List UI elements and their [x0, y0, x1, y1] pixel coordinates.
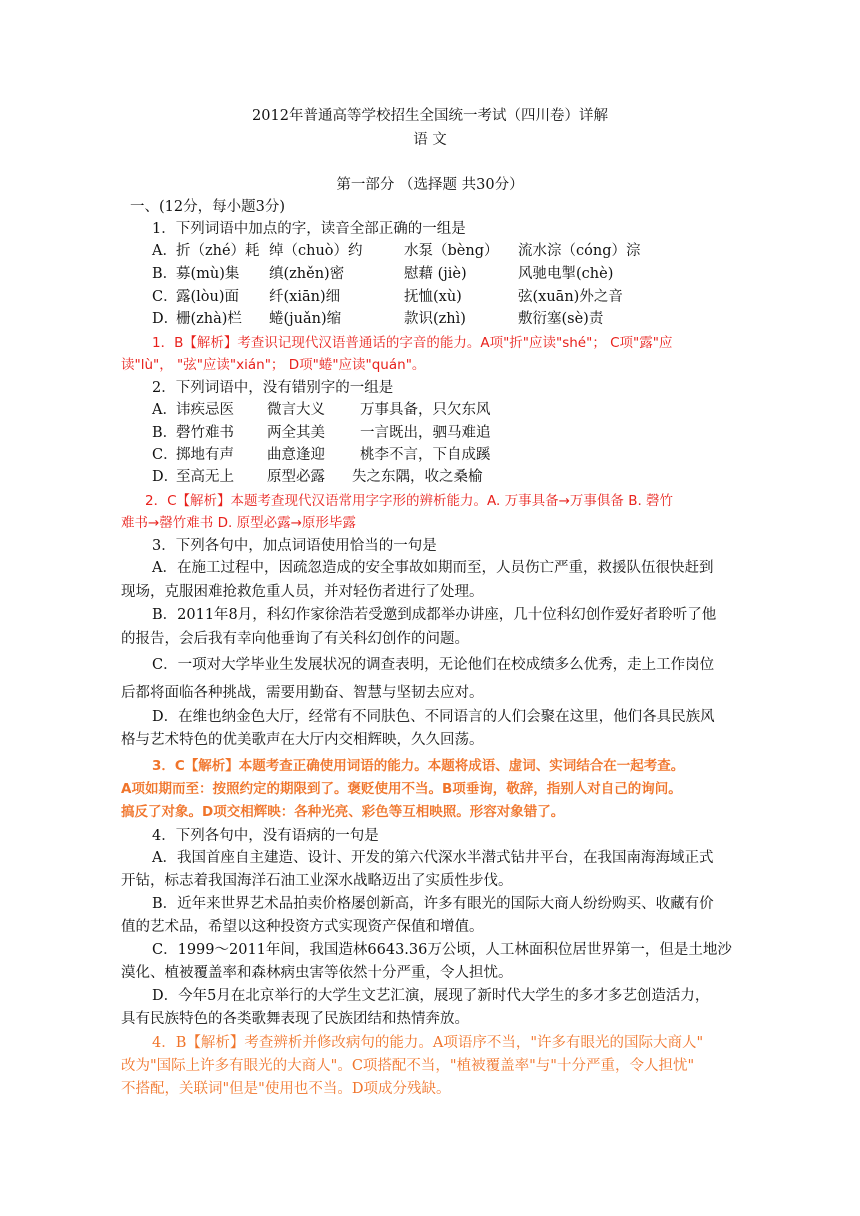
document-page: 2012年普通高等学校招生全国统一考试（四川卷）详解 语 文 第一部分 （选择题 共30分） 一、(12分，每小题3分) 1．下列词语中加点的字，读音全部正确的一组是 A． 折（zhé）耗 绰（chuò）约 水泵（bèng） 流水淙（cóng）淙 B． 募(mù)集 缜(zhěn)密 慰藉 (jiè) 风驰电掣(chè) C． 露(lòu)面 纤(xiān)细 抚恤(xù) 弦(xuān)外之音 D． 栅(zhà)栏 蜷(juǎn)缩 款识(zhì) 敷衍塞(sè)责 1．B【解析】考查识记现代汉语普通话的字音的能力。A项"折"应读"shé"； C项"露"应 读"lù"， "弦"应读"xián"； D项"蜷"应读"quán"。 2．下列词语中，没有错别字的一组是 A． 讳疾忌医 微言大义 万事具备，只欠东风 B． 磬竹难书 两全其美 一言既出，驷马难追 C． 掷地有声 曲意逢迎 桃李不言，下自成蹊 D． 至高无上 原型必露 失之东隅，收之桑榆 2．C【解析】本题考查现代汉语常用字字形的辨析能力。A. 万事具备→万事俱备 B. 磬竹 难书→罄竹难书 D. 原型必露→原形毕露 3．下列各句中，加点词语使用恰当的一句是 A．在施工过程中，因疏忽造成的安全事故如期而至，人员伤亡严重，救援队伍很快赶到 现场，克服困难抢救危重人员，并对轻伤者进行了处理。 B．2011年8月，科幻作家徐浩若受邀到成都举办讲座，几十位科幻创作爱好者聆听了他 的报告，会后我有幸向他垂询了有关科幻创作的问题。 C．一项对大学毕业生发展状况的调查表明，无论他们在校成绩多么优秀，走上工作岗位 后都将面临各种挑战，需要用勤奋、智慧与坚韧去应对。 D．在维也纳金色大厅，经常有不同肤色、不同语言的人们会聚在这里，他们各具民族风 格与艺术特色的优美歌声在大厅内交相辉映，久久回荡。 3．C【解析】本题考查正确使用词语的能力。本题将成语、虚词、实词结合在一起考查。 A项如期而至：按照约定的期限到了。褒贬使用不当。B项垂询，敬辞，指别人对自己的询问。 搞反了对象。D项交相辉映：各种光亮、彩色等互相映照。形容对象错了。 4．下列各句中，没有语病的一句是 A．我国首座自主建造、设计、开发的第六代深水半潜式钻井平台，在我国南海海域正式 开钻，标志着我国海洋石油工业深水战略迈出了实质性步伐。 B．近年来世界艺术品拍卖价格屡创新高，许多有眼光的国际大商人纷纷购买、收藏有价 值的艺术品，希望以这种投资方式实现资产保值和增值。 C．1999～2011年间，我国造林6643.36万公顷，人工林面积位居世界第一，但是土地沙 漠化、植被覆盖率和森林病虫害等依然十分严重，令人担忧。 D．今年5月在北京举行的大学生文艺汇演，展现了新时代大学生的多才多艺创造活力， 具有民族特色的各类歌舞表现了民族团结和热情奔放。 4．B【解析】考查辨析并修改病句的能力。A项语序不当，"许多有眼光的国际大商人" 改为"国际上许多有眼光的大商人"。C项搭配不当，"植被覆盖率"与"十分严重，令人担忧" 不搭配，关联词"但是"使用也不当。D项成分残缺。 [0, 0, 860, 1216]
q4-option-b-line1: B．近年来世界艺术品拍卖价格屡创新高，许多有眼光的国际大商人纷纷购买、收藏有价 [152, 896, 714, 912]
q2-analysis-line1: 2．C【解析】本题考查现代汉语常用字字形的辨析能力。A. 万事具备→万事俱备 B. 磬竹 [145, 493, 674, 509]
q3-option-d-line1: D．在维也纳金色大厅，经常有不同肤色、不同语言的人们会聚在这里，他们各具民族风 [152, 709, 715, 725]
q4-option-b-line2: 值的艺术品，希望以这种投资方式实现资产保值和增值。 [121, 919, 484, 935]
q3-stem: 3．下列各句中，加点词语使用恰当的一句是 [152, 538, 437, 554]
q4-option-c-line1: C．1999～2011年间，我国造林6643.36万公顷，人工林面积位居世界第一，但是土地沙 [152, 942, 732, 958]
q4-option-d-line2: 具有民族特色的各类歌舞表现了民族团结和热情奔放。 [121, 1011, 469, 1027]
q3-option-b-line2: 的报告，会后我有幸向他垂询了有关科幻创作的问题。 [121, 631, 469, 647]
q3-analysis-line2: A项如期而至：按照约定的期限到了。褒贬使用不当。B项垂询，敬辞，指别人对自己的询问。 [121, 781, 682, 797]
q4-analysis-line3: 不搭配，关联词"但是"使用也不当。D项成分残缺。 [121, 1081, 451, 1097]
subject-heading: 语 文 [413, 132, 447, 148]
q4-analysis-line1: 4．B【解析】考查辨析并修改病句的能力。A项语序不当，"许多有眼光的国际大商人" [152, 1035, 704, 1051]
section1-heading: 一、(12分，每小题3分) [130, 199, 285, 215]
q2-stem: 2．下列词语中，没有错别字的一组是 [152, 380, 394, 396]
q4-option-d-line1: D．今年5月在北京举行的大学生文艺汇演，展现了新时代大学生的多才多艺创造活力， [152, 988, 710, 1004]
q4-option-a-line1: A．我国首座自主建造、设计、开发的第六代深水半潜式钻井平台，在我国南海海域正式 [152, 850, 714, 866]
q4-option-c-line2: 漠化、植被覆盖率和森林病虫害等依然十分严重，令人担忧。 [121, 965, 513, 981]
q1-stem: 1．下列词语中加点的字，读音全部正确的一组是 [152, 221, 466, 237]
q2-analysis-line2: 难书→罄竹难书 D. 原型必露→原形毕露 [121, 515, 356, 531]
q3-option-d-line2: 格与艺术特色的优美歌声在大厅内交相辉映，久久回荡。 [121, 732, 484, 748]
q3-analysis-line1: 3．C【解析】本题考查正确使用词语的能力。本题将成语、虚词、实词结合在一起考查。 [152, 758, 685, 774]
q3-option-a-line2: 现场，克服困难抢救危重人员，并对轻伤者进行了处理。 [121, 584, 484, 600]
q3-analysis-line3: 搞反了对象。D项交相辉映：各种光亮、彩色等互相映照。形容对象错了。 [121, 804, 565, 820]
q1-analysis-line1: 1．B【解析】考查识记现代汉语普通话的字音的能力。A项"折"应读"shé"； C项"露"应 [152, 335, 673, 351]
q3-option-a-line1: A．在施工过程中，因疏忽造成的安全事故如期而至，人员伤亡严重，救援队伍很快赶到 [152, 560, 714, 576]
q4-analysis-line2: 改为"国际上许多有眼光的大商人"。C项搭配不当，"植被覆盖率"与"十分严重，令人担忧" [121, 1058, 695, 1074]
q1-analysis-line2: 读"lù"， "弦"应读"xián"； D项"蜷"应读"quán"。 [121, 357, 426, 373]
document-title: 2012年普通高等学校招生全国统一考试（四川卷）详解 [252, 108, 608, 124]
q3-option-b-line1: B．2011年8月，科幻作家徐浩若受邀到成都举办讲座，几十位科幻创作爱好者聆听了他 [152, 607, 717, 623]
q3-option-c-line2: 后都将面临各种挑战，需要用勤奋、智慧与坚韧去应对。 [121, 685, 484, 701]
q4-stem: 4．下列各句中，没有语病的一句是 [152, 828, 379, 844]
part1-heading: 第一部分 （选择题 共30分） [336, 177, 524, 193]
q3-option-c-line1: C．一项对大学毕业生发展状况的调查表明，无论他们在校成绩多么优秀，走上工作岗位 [152, 657, 715, 673]
q4-option-a-line2: 开钻，标志着我国海洋石油工业深水战略迈出了实质性步伐。 [121, 873, 513, 889]
